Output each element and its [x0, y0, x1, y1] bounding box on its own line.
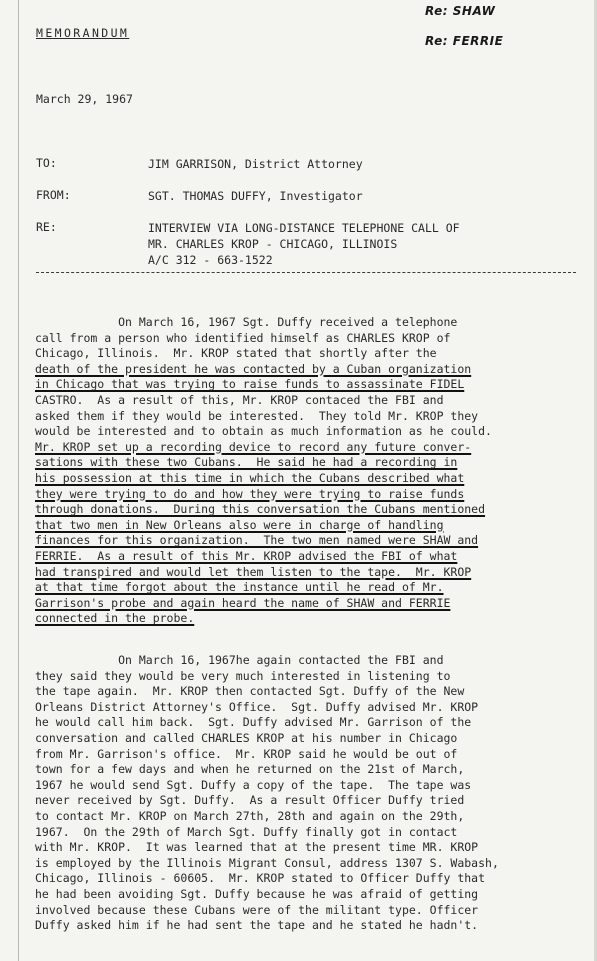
body-line: involved because these Cubans were of the militant type. Officer [35, 902, 479, 917]
body-line: town for a few days and when he returned on the 21st of March, [35, 762, 465, 777]
body-line: 1967. On the 29th of March Sgt. Duffy finally got in contact [35, 824, 458, 839]
from-label: FROM: [36, 188, 71, 202]
body-line: he would call him back. Sgt. Duffy advised Mr. Garrison of the [35, 715, 472, 730]
paragraph-2 [35, 653, 575, 934]
body-line-underlined: in Chicago that was trying to raise funds to assassinate FIDEL [35, 377, 465, 392]
body-line: is employed by the Illinois Migrant Consul, address 1307 S. Wabash, [35, 855, 499, 870]
body-line-underlined: Mr. KROP set up a recording device to record any future conver- [35, 439, 472, 454]
body-line: he had been avoiding Sgt. Duffy because he was afraid of getting [35, 886, 479, 901]
body-line: On March 16, 1967he again contacted the FBI and [35, 653, 444, 667]
body-line-underlined: sations with these two Cubans. He said he had a recording in [35, 455, 458, 470]
page-edge-shadow [18, 0, 19, 961]
body-line-underlined: they were trying to do and how they were trying to raise funds [35, 486, 465, 501]
re-line: INTERVIEW VIA LONG-DISTANCE TELEPHONE CALL OF [148, 221, 460, 235]
body-line-underlined: Garrison's probe and again heard the name of SHAW and FERRIE [35, 595, 451, 610]
body-line: from Mr. Garrison's office. Mr. KROP said he would be out of [35, 746, 458, 761]
body-line-underlined: FERRIE. As a result of this Mr. KROP advised the FBI of what [35, 548, 458, 563]
body-line: Orleans District Attorney's Office. Sgt. Duffy advised Mr. KROP [35, 699, 479, 714]
re-label: RE: [36, 220, 57, 234]
re-line: MR. CHARLES KROP - CHICAGO, ILLINOIS [148, 237, 398, 251]
body-line-underlined: death of the president he was contacted by a Cuban organization [35, 361, 472, 376]
body-line-underlined: finances for this organization. The two men named were SHAW and [35, 533, 479, 548]
body-line-underlined: that two men in New Orleans also were in charge of handling [35, 517, 444, 532]
body-line: Chicago, Illinois. Mr. KROP stated that shortly after the [35, 346, 437, 361]
body-line: would be interested and to obtain as much information as he could. [35, 424, 492, 439]
body-line: CASTRO. As a result of this, Mr. KROP contaced the FBI and [35, 392, 444, 407]
body-line-underlined: connected in the probe. [35, 611, 195, 626]
body-line: asked them if they would be interested. They told Mr. KROP they [35, 408, 479, 423]
re-value [148, 220, 460, 268]
header-divider [36, 272, 576, 273]
body-line: never received by Sgt. Duffy. As a result Officer Duffy tried [35, 793, 465, 808]
body-line: 1967 he would send Sgt. Duffy a copy of the tape. The tape was [35, 777, 472, 792]
body-line: the tape again. Mr. KROP then contacted Sgt. Duffy of the New [35, 684, 465, 699]
body-line: Duffy asked him if he had sent the tape and he stated he hadn't. [35, 918, 479, 933]
re-line: A/C 312 - 663-1522 [148, 253, 273, 267]
body-line: with Mr. KROP. It was learned that at the present time MR. KROP [35, 840, 479, 855]
memo-title: MEMORANDUM [36, 26, 130, 40]
body-line: call from a person who identified himself as CHARLES KROP of [35, 330, 451, 345]
handwritten-note-shaw: Re: SHAW [425, 4, 496, 18]
body-line-underlined: at that time forgot about the instance until he read of Mr. [35, 580, 444, 595]
memo-date: March 29, 1967 [36, 92, 133, 106]
from-value: SGT. THOMAS DUFFY, Investigator [148, 189, 363, 203]
body-line: conversation and called CHARLES KROP at his number in Chicago [35, 730, 458, 745]
handwritten-note-ferrie: Re: FERRIE [425, 34, 504, 48]
body-line-underlined: his possession at this time in which the Cubans described what [35, 470, 465, 485]
body-line: On March 16, 1967 Sgt. Duffy received a telephone [35, 315, 458, 329]
paragraph-1 [35, 315, 575, 627]
body-line: Chicago, Illinois - 60605. Mr. KROP stated to Officer Duffy that [35, 871, 486, 886]
body-line-underlined: had transpired and would let them listen to the tape. Mr. KROP [35, 564, 472, 579]
body-line: to contact Mr. KROP on March 27th, 28th and again on the 29th, [35, 808, 465, 823]
to-value: JIM GARRISON, District Attorney [148, 157, 363, 171]
to-label: TO: [36, 156, 57, 170]
body-line: they said they would be very much interested in listening to [35, 668, 451, 683]
body-line-underlined: through donations. During this conversation the Cubans mentioned [35, 502, 486, 517]
